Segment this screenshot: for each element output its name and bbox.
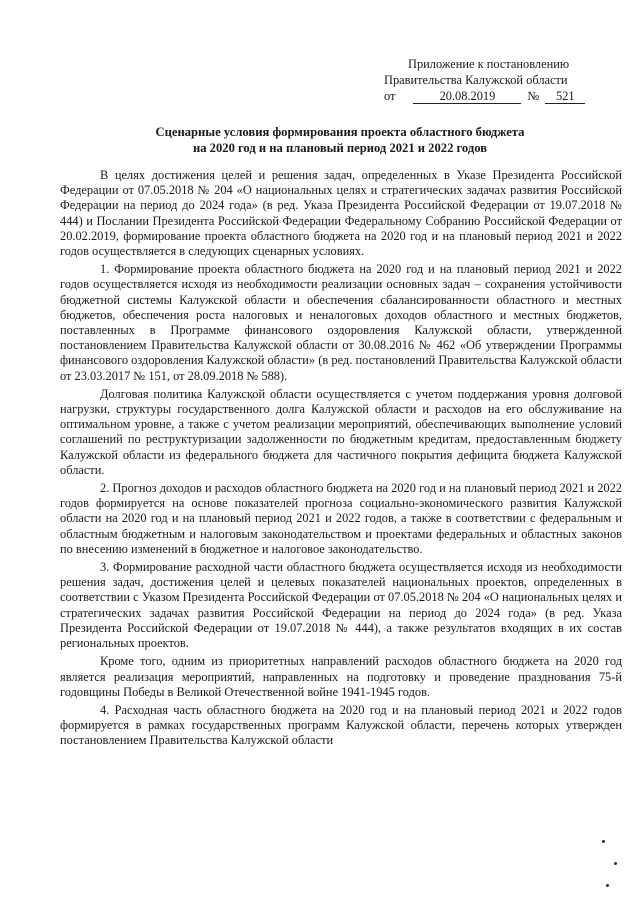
appendix-line-1: Приложение к постановлению bbox=[408, 57, 570, 71]
paragraph-victory-anniversary: Кроме того, одним из приоритетных направлений расходов областного бюджета на 2020 год является реализация мероприятий, направленных на подготовку и проведение празднования 75-й годовщины Победы в Великой Отечественной войне 1941-1945 годов. bbox=[60, 654, 622, 699]
appendix-header bbox=[384, 56, 614, 104]
paragraph-intro: В целях достижения целей и решения задач, определенных в Указе Президента Российской Федерации от 07.05.2018 № 204 «О национальных целях и стратегических задачах развития Российской Федерации на период до 2024 года» (в ред. Указа Президента Российской Федерации от 19.07.2018 № 444) и Послании Президента Российской Федерации Федеральному Собранию Российской Федерации от 20.02.2019, формирование проекта областного бюджета на 2020 год и на плановый период 2021 и 2022 годов осуществляется в следующих сценарных условиях. bbox=[60, 168, 622, 259]
number-sign: № bbox=[527, 89, 540, 103]
paragraph-2: 2. Прогноз доходов и расходов областного бюджета на 2020 год и на плановый период 2021 и 2022 годов формируется на основе показателей прогноза социально-экономического развития Калужской области на 2020 год и на плановый период 2021 и 2022 годов, а также в соответствии с федеральным и областным бюджетным и налоговым законодательством и проектами федеральных и областных законов по внесению изменений в бюджетное и налоговое законодательство. bbox=[60, 481, 622, 556]
scan-marks bbox=[592, 840, 622, 890]
document-body bbox=[60, 168, 622, 749]
paragraph-debt-policy: Долговая политика Калужской области осуществляется с учетом поддержания уровня долговой нагрузки, структуры государственного долга Калужской области и расходов на его обслуживание на оптимальном уровне, а также с учетом реализации мероприятий, обеспечивающих выполнение условий соглашений по реструктуризации задолженности по бюджетным кредитам, предоставленным бюджету Калужской области из федерального бюджета для частичного покрытия дефицита бюджета Калужской области. bbox=[60, 386, 622, 477]
resolution-date: 20.08.2019 bbox=[413, 90, 521, 104]
document-title bbox=[60, 124, 620, 156]
from-label: от bbox=[384, 89, 396, 103]
paragraph-1: 1. Формирование проекта областного бюджета на 2020 год и на плановый период 2021 и 2022 годов осуществляется исходя из необходимости реализации основных задач – сохранения устойчивости бюджетной системы Калужской области и обеспечения сбалансированности областного и местных бюджетов, обеспечения роста налоговых и неналоговых доходов областного и местных бюджетов, поставленных в Программе финансового оздоровления Калужской области, утвержденной постановлением Правительства Калужской области от 30.08.2016 № 462 «Об утверждении Программы финансового оздоровления Калужской области» (в ред. постановлений Правительства Калужской области от 23.03.2017 № 151, от 28.09.2018 № 588). bbox=[60, 262, 622, 383]
title-line-2: на 2020 год и на плановый период 2021 и 2022 годов bbox=[192, 141, 488, 155]
paragraph-4: 4. Расходная часть областного бюджета на 2020 год и на плановый период 2021 и 2022 годов формируется в рамках государственных программ Калужской области, перечень которых утвержден постановлением Правительства Калужской области bbox=[60, 702, 622, 748]
resolution-number: 521 bbox=[545, 90, 585, 104]
title-line-1: Сценарные условия формирования проекта областного бюджета bbox=[155, 125, 525, 139]
appendix-line-2: Правительства Калужской области bbox=[384, 73, 568, 87]
paragraph-3: 3. Формирование расходной части областного бюджета осуществляется исходя из необходимости решения задач, достижения целей и целевых показателей национальных проектов, определенных в соответствии с Указом Президента Российской Федерации от 07.05.2018 № 204 «О национальных целях и стратегических задачах развития Российской Федерации на период до 2024 года» (в ред. Указа Президента Российской Федерации от 19.07.2018 № 444), а также результатов входящих в их состав региональных проектов. bbox=[60, 560, 622, 651]
appendix-date-line bbox=[384, 88, 614, 104]
